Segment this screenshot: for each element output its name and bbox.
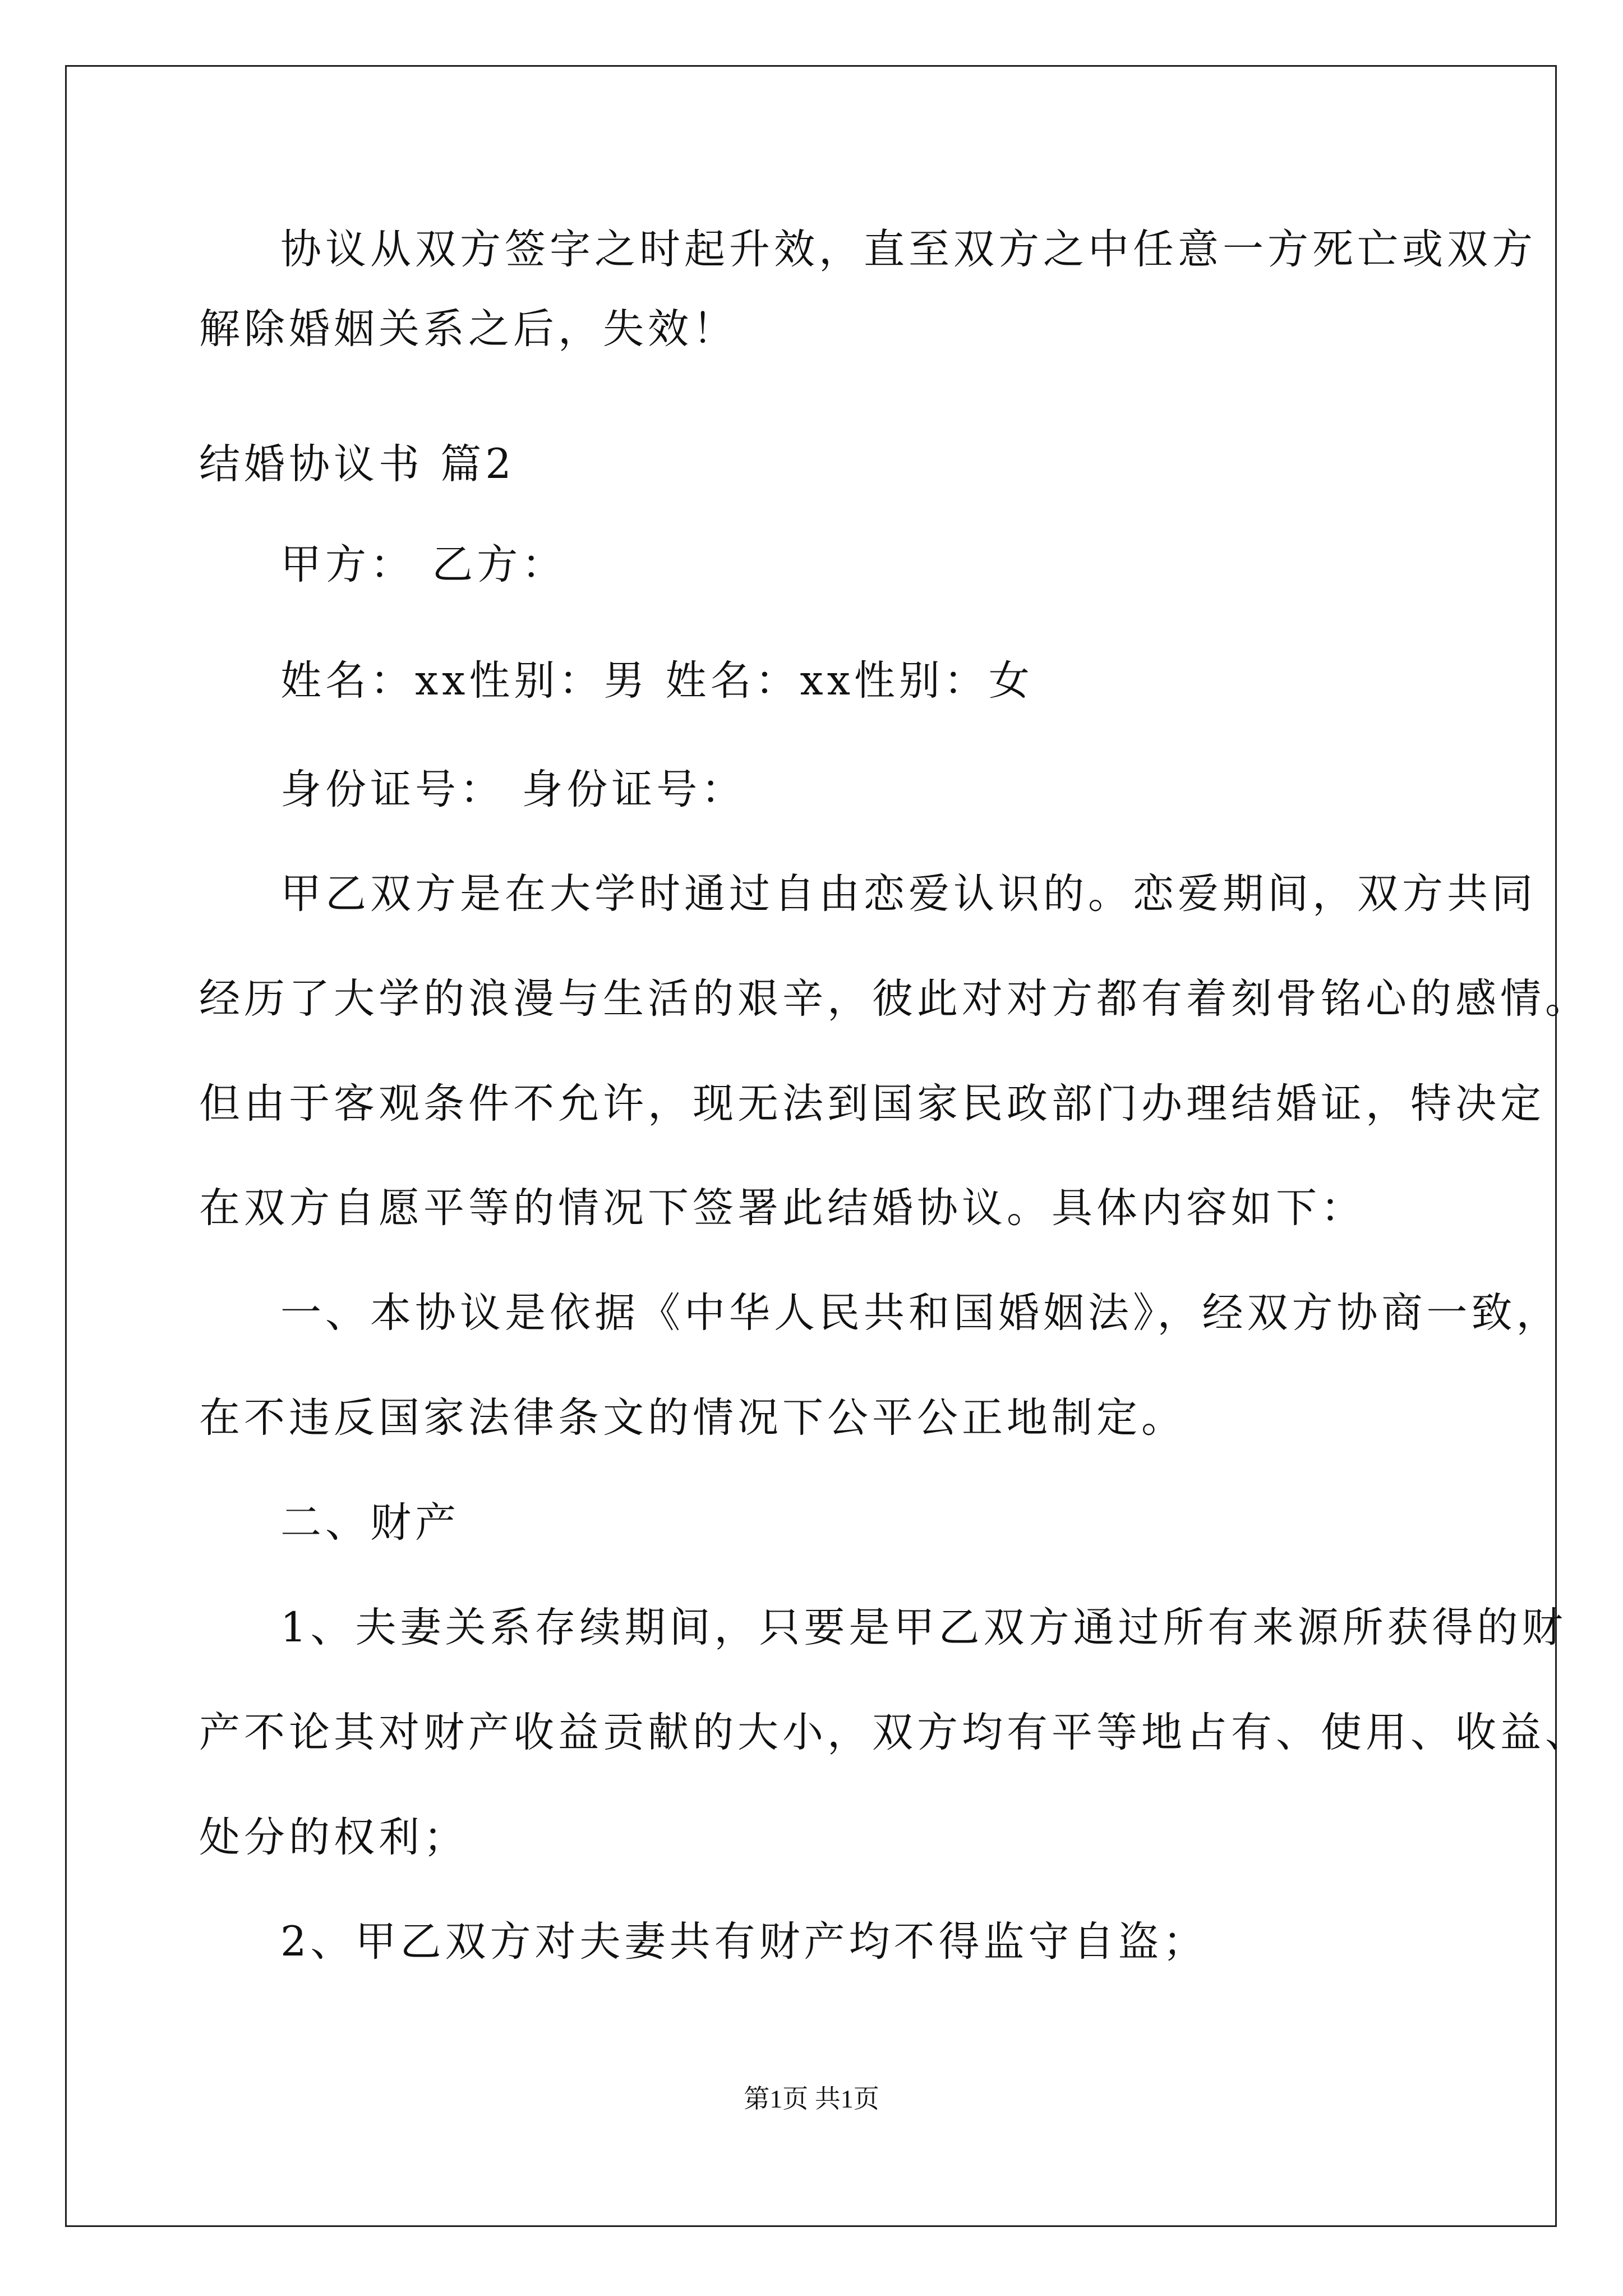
paragraph-line: 甲乙双方是在大学时通过自由恋爱认识的。恋爱期间，双方共同 [280,870,1537,918]
paragraph-line: 1、夫妻关系存续期间，只要是甲乙双方通过所有来源所获得的财 [280,1604,1567,1651]
section-heading: 结婚协议书 篇2 [199,440,515,488]
paragraph-line: 处分的权利； [199,1814,468,1861]
paragraph-line: 在不违反国家法律条文的情况下公平公正地制定。 [199,1394,1186,1442]
paragraph-line: 2、甲乙双方对夫妻共有财产均不得监守自盗； [280,1918,1208,1966]
section-subheading: 二、财产 [280,1499,460,1547]
paragraph-line: 在双方自愿平等的情况下签署此结婚协议。具体内容如下： [199,1184,1366,1232]
paragraph-line: 产不论其对财产收益贡献的大小，双方均有平等地占有、使用、收益、 [199,1709,1590,1756]
paragraph-line: 协议从双方签字之时起升效，直至双方之中任意一方死亡或双方 [280,226,1537,273]
paragraph-line: 解除婚姻关系之后，失效！ [199,305,737,353]
paragraph-line: 一、本协议是依据《中华人民共和国婚姻法》，经双方协商一致， [280,1289,1561,1337]
party-labels: 甲方： 乙方： [280,541,567,588]
page-number-footer: 第1页 共1页 [744,2085,879,2113]
party-names: 姓名：xx性别：男 姓名：xx性别：女 [280,657,1034,705]
paragraph-line: 经历了大学的浪漫与生活的艰辛，彼此对对方都有着刻骨铭心的感情。 [199,975,1590,1023]
page-border [65,65,1557,2227]
party-ids: 身份证号： 身份证号： [280,766,746,813]
paragraph-line: 但由于客观条件不允许，现无法到国家民政部门办理结婚证，特决定 [199,1080,1545,1128]
